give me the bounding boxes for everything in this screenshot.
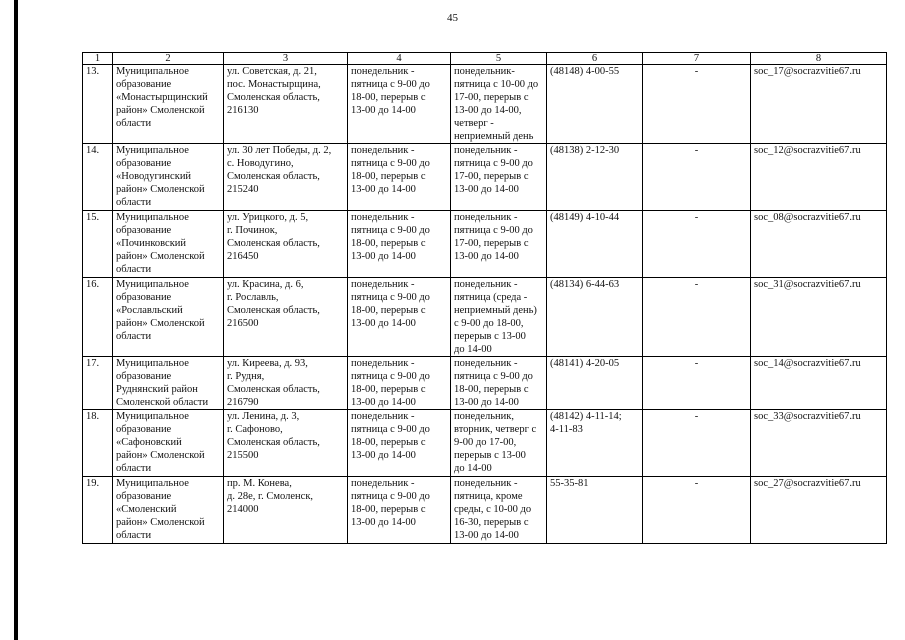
address: ул. 30 лет Победы, д. 2, с. Новодугино, Смоленская область, 215240 [224,144,348,211]
header-cell: 4 [348,53,451,65]
working-hours: понедельник - пятница с 9-00 до 18-00, перерыв с 13-00 до 14-00 [348,357,451,410]
reception-hours: понедельник- пятница с 10-00 до 17-00, перерыв с 13-00 до 14-00, четверг - неприемный день [451,65,547,144]
phone: (48134) 6-44-63 [547,278,643,357]
email: soc_31@socrazvitie67.ru [751,278,887,357]
working-hours: понедельник - пятница с 9-00 до 18-00, перерыв с 13-00 до 14-00 [348,410,451,477]
scan-edge-bar [14,0,18,640]
working-hours: понедельник - пятница с 9-00 до 18-00, перерыв с 13-00 до 14-00 [348,65,451,144]
row-number: 14. [83,144,113,211]
table-row [83,410,887,477]
municipality-name: Муниципальное образование «Смоленский район» Смоленской области [113,477,224,544]
header-row [83,53,887,65]
row-number: 13. [83,65,113,144]
email: soc_27@socrazvitie67.ru [751,477,887,544]
phone: 55-35-81 [547,477,643,544]
working-hours: понедельник - пятница с 9-00 до 18-00, перерыв с 13-00 до 14-00 [348,144,451,211]
header-cell: 5 [451,53,547,65]
email: soc_33@socrazvitie67.ru [751,410,887,477]
contacts-table [82,52,887,544]
table-row [83,144,887,211]
row-number: 18. [83,410,113,477]
address: ул. Урицкого, д. 5, г. Починок, Смоленская область, 216450 [224,211,348,278]
phone: (48142) 4-11-14; 4-11-83 [547,410,643,477]
reception-hours: понедельник - пятница с 9-00 до 17-00, перерыв с 13-00 до 14-00 [451,144,547,211]
column-7-value: - [643,357,751,410]
column-7-value: - [643,211,751,278]
address: ул. Ленина, д. 3, г. Сафоново, Смоленская область, 215500 [224,410,348,477]
municipality-name: Муниципальное образование «Новодугинский район» Смоленской области [113,144,224,211]
column-7-value: - [643,144,751,211]
municipality-name: Муниципальное образование «Починковский район» Смоленской области [113,211,224,278]
table-row [83,357,887,410]
phone: (48141) 4-20-05 [547,357,643,410]
header-cell: 3 [224,53,348,65]
working-hours: понедельник - пятница с 9-00 до 18-00, перерыв с 13-00 до 14-00 [348,477,451,544]
municipality-name: Муниципальное образование «Монастырщинский район» Смоленской области [113,65,224,144]
phone: (48148) 4-00-55 [547,65,643,144]
municipality-name: Муниципальное образование Руднянский район Смоленской области [113,357,224,410]
table-row [83,477,887,544]
working-hours: понедельник - пятница с 9-00 до 18-00, перерыв с 13-00 до 14-00 [348,211,451,278]
email: soc_14@socrazvitie67.ru [751,357,887,410]
table-row [83,278,887,357]
column-7-value: - [643,410,751,477]
reception-hours: понедельник - пятница, кроме среды, с 10-00 до 16-30, перерыв с 13-00 до 14-00 [451,477,547,544]
municipality-name: Муниципальное образование «Сафоновский район» Смоленской области [113,410,224,477]
reception-hours: понедельник - пятница с 9-00 до 18-00, перерыв с 13-00 до 14-00 [451,357,547,410]
reception-hours: понедельник, вторник, четверг с 9-00 до 17-00, перерыв с 13-00 до 14-00 [451,410,547,477]
header-cell: 1 [83,53,113,65]
address: пр. М. Конева, д. 28е, г. Смоленск, 214000 [224,477,348,544]
municipality-name: Муниципальное образование «Рославльский район» Смоленской области [113,278,224,357]
header-cell: 8 [751,53,887,65]
phone: (48149) 4-10-44 [547,211,643,278]
row-number: 19. [83,477,113,544]
phone: (48138) 2-12-30 [547,144,643,211]
row-number: 17. [83,357,113,410]
page-number: 45 [447,12,458,24]
header-cell: 2 [113,53,224,65]
address: ул. Советская, д. 21, пос. Монастырщина, Смоленская область, 216130 [224,65,348,144]
email: soc_08@socrazvitie67.ru [751,211,887,278]
row-number: 15. [83,211,113,278]
working-hours: понедельник - пятница с 9-00 до 18-00, перерыв с 13-00 до 14-00 [348,278,451,357]
row-number: 16. [83,278,113,357]
reception-hours: понедельник - пятница с 9-00 до 17-00, перерыв с 13-00 до 14-00 [451,211,547,278]
address: ул. Красина, д. 6, г. Рославль, Смоленская область, 216500 [224,278,348,357]
email: soc_12@socrazvitie67.ru [751,144,887,211]
table-row [83,211,887,278]
column-7-value: - [643,65,751,144]
column-7-value: - [643,477,751,544]
email: soc_17@socrazvitie67.ru [751,65,887,144]
column-7-value: - [643,278,751,357]
header-cell: 6 [547,53,643,65]
reception-hours: понедельник - пятница (среда - неприемный день) с 9-00 до 18-00, перерыв с 13-00 до 14-00 [451,278,547,357]
header-cell: 7 [643,53,751,65]
table-row [83,65,887,144]
address: ул. Киреева, д. 93, г. Рудня, Смоленская область, 216790 [224,357,348,410]
